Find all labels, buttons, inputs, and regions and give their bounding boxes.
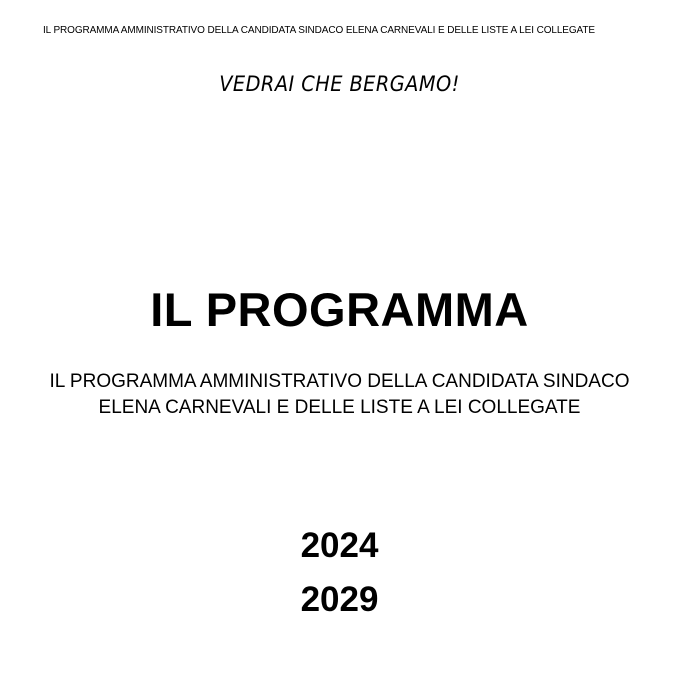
campaign-slogan: VEDRAI CHE BERGAMO! — [219, 72, 460, 96]
subtitle-line-2: ELENA CARNEVALI E DELLE LISTE A LEI COLLEGATE — [98, 397, 581, 418]
running-header: IL PROGRAMMA AMMINISTRATIVO DELLA CANDIDATA SINDACO ELENA CARNEVALI E DELLE LISTE A LEI COLLEGATE — [43, 25, 595, 36]
end-year: 2029 — [300, 580, 379, 619]
subtitle-line-1: IL PROGRAMMA AMMINISTRATIVO DELLA CANDIDATA SINDACO — [49, 371, 630, 392]
start-year: 2024 — [300, 526, 379, 565]
document-title: IL PROGRAMMA — [150, 283, 529, 336]
